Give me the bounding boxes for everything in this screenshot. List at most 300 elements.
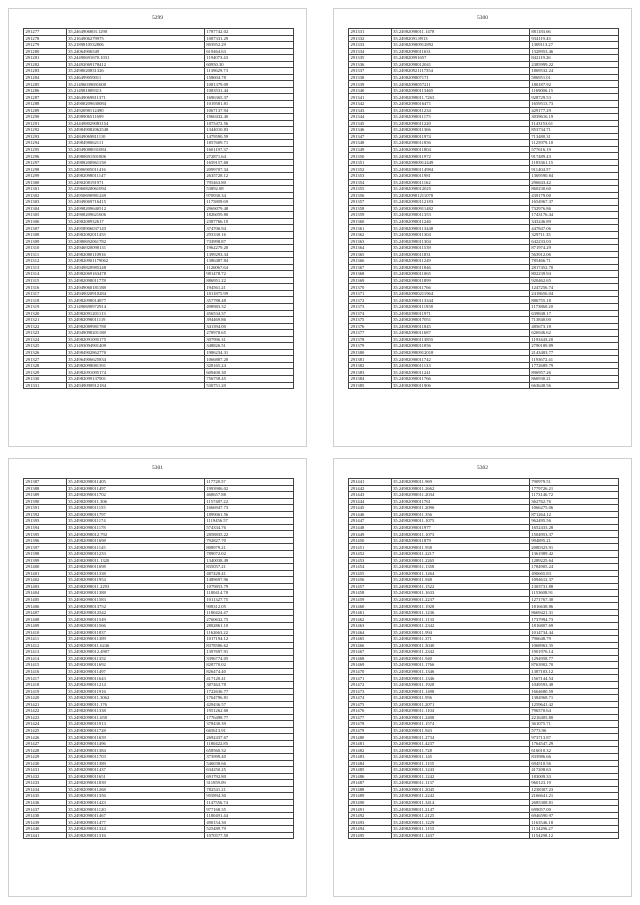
amount-cell: 8669421.31 xyxy=(529,609,618,616)
row-id-cell: 291397 xyxy=(24,544,67,551)
amount-cell: 158604.78 xyxy=(204,74,293,81)
code-cell: 35.24982098016471 xyxy=(391,101,529,108)
amount-cell: 1489697.96 xyxy=(204,577,293,584)
code-cell: 35.24982098011.3040 xyxy=(391,642,529,649)
row-id-cell: 291413 xyxy=(24,649,67,656)
amount-cell: 1173146.72 xyxy=(529,492,618,499)
row-id-cell: 291309 xyxy=(24,238,67,245)
amount-cell: 1328953.46 xyxy=(529,48,618,55)
code-cell: 35.24982098014877 xyxy=(66,297,204,304)
code-cell: 35.24982098011120 xyxy=(66,806,204,813)
amount-cell: 563912.06 xyxy=(529,251,618,258)
code-cell: 35.24982098011845 xyxy=(391,323,529,330)
amount-cell: 756758.45 xyxy=(204,375,293,382)
row-id-cell: 291466 xyxy=(349,642,392,649)
code-cell: 35.22960820061094 xyxy=(66,186,204,193)
row-id-cell: 291278 xyxy=(24,35,67,42)
row-id-cell: 291478 xyxy=(349,721,392,728)
row-id-cell: 291328 xyxy=(24,362,67,369)
amount-cell: 1479590.59 xyxy=(204,133,293,140)
code-cell: 35.24982098011.956 xyxy=(391,695,529,702)
amount-cell: 1289225.64 xyxy=(529,557,618,564)
code-cell: 35.249820980113855 xyxy=(391,336,529,343)
row-id-cell: 291352 xyxy=(349,166,392,173)
code-cell: 35.24982098011698 xyxy=(66,564,204,571)
code-cell: 35.24982098012025 xyxy=(391,186,529,193)
row-id-cell: 291403 xyxy=(24,583,67,590)
amount-cell: 373999.40 xyxy=(204,753,293,760)
amount-cell: 1175809.69 xyxy=(204,199,293,206)
code-cell: 35.24982098011.1766 xyxy=(391,662,529,669)
row-id-cell: 291404 xyxy=(24,590,67,597)
amount-cell: 1247256.74 xyxy=(529,284,618,291)
amount-cell: 1369590.84 xyxy=(529,173,618,180)
code-cell: 35.24984902862770 xyxy=(66,349,204,356)
amount-cell: 2760632.75 xyxy=(204,616,293,623)
code-cell: 35.21490690972914 xyxy=(66,303,204,310)
amount-cell: 782541.21 xyxy=(204,786,293,793)
row-id-cell: 291350 xyxy=(349,153,392,160)
code-cell: 35.249820980211964 xyxy=(391,290,529,297)
amount-cell: 2817452.70 xyxy=(529,264,618,271)
row-id-cell: 291450 xyxy=(349,537,392,544)
row-id-cell: 291471 xyxy=(349,675,392,682)
row-id-cell: 291465 xyxy=(349,636,392,643)
amount-cell: 311859.09 xyxy=(204,780,293,787)
code-cell: 35.24982098011.2125 xyxy=(391,812,529,819)
amount-cell: 417120.41 xyxy=(204,675,293,682)
code-cell: 35.24982098011.994 xyxy=(391,629,529,636)
code-cell: 35.2498208932617 xyxy=(66,218,204,225)
code-cell: 35.24998209640512 xyxy=(66,205,204,212)
code-cell: 35.24982098011.2408 xyxy=(391,714,529,721)
table-row xyxy=(24,382,294,389)
row-id-cell: 291411 xyxy=(24,636,67,643)
code-cell: 35.249820980113465 xyxy=(391,87,529,94)
amount-cell: 803952.29 xyxy=(204,42,293,49)
amount-cell: 1344010.83 xyxy=(204,127,293,134)
amount-cell: 994895.21 xyxy=(529,537,618,544)
code-cell: 35.24982098011.2265 xyxy=(391,557,529,564)
code-cell: 35.24982098011.176 xyxy=(66,701,204,708)
row-id-cell: 291361 xyxy=(349,225,392,232)
row-id-cell: 291443 xyxy=(349,492,392,499)
code-cell: 35.2498906511699 xyxy=(66,114,204,121)
row-id-cell: 291446 xyxy=(349,511,392,518)
row-id-cell: 291333 xyxy=(349,42,392,49)
row-id-cell: 291435 xyxy=(24,793,67,800)
amount-cell: 1397697.91 xyxy=(204,649,293,656)
amount-cell: 866930.21 xyxy=(529,375,618,382)
code-cell: 35.24982099137901 xyxy=(66,375,204,382)
amount-cell: 1125979.10 xyxy=(529,140,618,147)
row-id-cell: 291288 xyxy=(24,101,67,108)
amount-cell: 374706.94 xyxy=(204,225,293,232)
amount-cell: 828770.02 xyxy=(204,662,293,669)
code-cell: 35.24982082011455 xyxy=(66,231,204,238)
amount-cell: 1857609.71 xyxy=(204,140,293,147)
amount-cell: 272871.64 xyxy=(204,153,293,160)
amount-cell: 1139629.73 xyxy=(204,68,293,75)
code-cell: 35.24982098011692 xyxy=(66,662,204,669)
row-id-cell: 291449 xyxy=(349,531,392,538)
row-id-cell: 291456 xyxy=(349,577,392,584)
code-cell: 35.24982098011119 xyxy=(66,317,204,324)
amount-cell: 642233.03 xyxy=(529,238,618,245)
row-id-cell: 291286 xyxy=(24,87,67,94)
row-id-cell: 291419 xyxy=(24,688,67,695)
amount-cell: 609400.30 xyxy=(204,369,293,376)
row-id-cell: 291367 xyxy=(349,264,392,271)
code-cell: 35.24982098011.1437 xyxy=(391,832,529,839)
row-id-cell: 291282 xyxy=(24,61,67,68)
amount-cell: 1173860.20 xyxy=(529,303,618,310)
amount-cell: 2858835.22 xyxy=(204,531,293,538)
amount-cell: 1504953.37 xyxy=(529,531,618,538)
row-id-cell: 291437 xyxy=(24,806,67,813)
code-cell: 35.24982098011.1633 xyxy=(391,590,529,597)
row-id-cell: 291378 xyxy=(349,336,392,343)
row-id-cell: 291324 xyxy=(24,336,67,343)
code-cell: 35.24982098011.2096 xyxy=(391,505,529,512)
code-cell: 35.24908209621606 xyxy=(66,212,204,219)
amount-cell: 341394.00 xyxy=(204,323,293,330)
amount-cell: 293330.16 xyxy=(204,231,293,238)
row-id-cell: 291358 xyxy=(349,205,392,212)
row-id-cell: 291453 xyxy=(349,557,392,564)
code-cell: 35.24982098011.1928 xyxy=(391,681,529,688)
amount-cell: 835057.21 xyxy=(204,564,293,571)
row-id-cell: 291409 xyxy=(24,623,67,630)
document-page-3 xyxy=(8,458,307,897)
row-id-cell: 291464 xyxy=(349,629,392,636)
row-id-cell: 291366 xyxy=(349,258,392,265)
code-cell: 35.24982098011.6246 xyxy=(66,642,204,649)
amount-cell: 2385999.22 xyxy=(529,61,618,68)
code-cell: 35.24982098011.356 xyxy=(391,511,529,518)
code-cell: 35.24949060181188 xyxy=(66,284,204,291)
row-id-cell: 291490 xyxy=(349,799,392,806)
code-cell: 35.249820980912892 xyxy=(391,42,529,49)
amount-cell: 1869532.24 xyxy=(529,68,618,75)
code-cell: 35.24982098013752 xyxy=(66,603,204,610)
row-id-cell: 291417 xyxy=(24,675,67,682)
row-id-cell: 291326 xyxy=(24,349,67,356)
amount-cell: 691792.80 xyxy=(204,773,293,780)
amount-cell: 1826059.80 xyxy=(204,212,293,219)
amount-cell: 639848.17 xyxy=(529,310,618,317)
row-id-cell: 291300 xyxy=(24,179,67,186)
code-cell: 35.249820991657 xyxy=(391,55,529,62)
row-id-cell: 291441 xyxy=(349,479,392,486)
row-id-cell: 291400 xyxy=(24,564,67,571)
amount-cell: 665613.91 xyxy=(204,727,293,734)
code-cell: 35.24982098011497 xyxy=(66,668,204,675)
row-id-cell: 291335 xyxy=(349,55,392,62)
row-id-cell: 291405 xyxy=(24,596,67,603)
row-id-cell: 291347 xyxy=(349,133,392,140)
data-table xyxy=(23,28,294,389)
amount-cell: 2080323.91 xyxy=(529,544,618,551)
code-cell: 35.24949069716415 xyxy=(66,199,204,206)
code-cell: 35.21493094901409 xyxy=(66,343,204,350)
amount-cell: 1014734.44 xyxy=(529,629,618,636)
row-id-cell: 291474 xyxy=(349,695,392,702)
code-cell: 35.24982098011.4237 xyxy=(391,740,529,747)
code-cell: 35.24982098011651 xyxy=(66,773,204,780)
code-cell: 35.24982098011906 xyxy=(391,382,529,389)
row-id-cell: 291365 xyxy=(349,251,392,258)
row-id-cell: 291279 xyxy=(24,42,67,49)
row-id-cell: 291342 xyxy=(349,101,392,108)
code-cell: 35.24982098011.1346 xyxy=(391,675,529,682)
row-id-cell: 291410 xyxy=(24,629,67,636)
code-cell: 35.24982098012.792 xyxy=(66,531,204,538)
row-id-cell: 291325 xyxy=(24,343,67,350)
row-id-cell: 291283 xyxy=(24,68,67,75)
code-cell: 35.24908200961158 xyxy=(66,159,204,166)
amount-cell: 934119.43 xyxy=(529,35,618,42)
code-cell: 35.2464906803.1290 xyxy=(66,29,204,36)
code-cell: 35.24982098011.1346 xyxy=(391,668,529,675)
row-id-cell: 291493 xyxy=(349,819,392,826)
amount-cell: 1386487.84 xyxy=(204,258,293,265)
code-cell: 35.24982098011539 xyxy=(391,245,529,252)
row-id-cell: 291398 xyxy=(24,551,67,558)
amount-cell: 328165.24 xyxy=(204,362,293,369)
amount-cell: 2387766.19 xyxy=(204,218,293,225)
amount-cell: 699057.00 xyxy=(529,806,618,813)
row-id-cell: 291287 xyxy=(24,94,67,101)
amount-cell: 1696365.37 xyxy=(204,94,293,101)
code-cell: 35.24982098011233 xyxy=(66,551,204,558)
code-cell: 35.24982098011.1229 xyxy=(391,819,529,826)
amount-cell: 525489.79 xyxy=(204,825,293,832)
amount-cell: 634250.25 xyxy=(204,767,293,774)
amount-cell: 1875472.56 xyxy=(204,120,293,127)
amount-cell: 1066887.20 xyxy=(204,356,293,363)
amount-cell: 1119456.57 xyxy=(204,518,293,525)
amount-cell: 361075.71 xyxy=(529,721,618,728)
row-id-cell: 291428 xyxy=(24,747,67,754)
amount-cell: 1183361.15 xyxy=(529,159,618,166)
row-id-cell: 291460 xyxy=(349,603,392,610)
code-cell: 35.24982098011778 xyxy=(66,277,204,284)
code-cell: 35.24982098011316 xyxy=(66,832,204,839)
row-id-cell: 291348 xyxy=(349,140,392,147)
amount-cell: 574334.76 xyxy=(204,524,293,531)
amount-cell: 2166641.21 xyxy=(529,793,618,800)
amount-cell: 977168.35 xyxy=(204,806,293,813)
code-cell: 35.24982098011761 xyxy=(391,498,529,505)
amount-cell: 577616.19 xyxy=(529,146,618,153)
row-id-cell: 291359 xyxy=(349,212,392,219)
amount-cell: 1087331.29 xyxy=(204,35,293,42)
amount-cell: 796570.64 xyxy=(529,708,618,715)
code-cell: 35.24949020910284 xyxy=(66,290,204,297)
amount-cell: 498983.32 xyxy=(204,303,293,310)
code-cell: 35.24982098011.2237 xyxy=(391,596,529,603)
row-id-cell: 291369 xyxy=(349,277,392,284)
amount-cell: 530751.20 xyxy=(204,382,293,389)
code-cell: 35.24982098011356 xyxy=(66,793,204,800)
code-cell: 35.24982089981780 xyxy=(66,323,204,330)
amount-cell: 490665.83 xyxy=(529,570,618,577)
row-id-cell: 291322 xyxy=(24,323,67,330)
row-id-cell: 291303 xyxy=(24,199,67,206)
row-id-cell: 291277 xyxy=(24,29,67,36)
code-cell: 35.24982098011797 xyxy=(66,511,204,518)
amount-cell: 911404.57 xyxy=(529,166,618,173)
row-id-cell: 291470 xyxy=(349,668,392,675)
amount-cell: 307996.31 xyxy=(204,336,293,343)
amount-cell: 183009.33 xyxy=(529,773,618,780)
amount-cell: 343246.89 xyxy=(529,218,618,225)
code-cell: 35.24982098011133 xyxy=(391,362,529,369)
row-id-cell: 291469 xyxy=(349,662,392,669)
row-id-cell: 291408 xyxy=(24,616,67,623)
amount-cell: 1722636.77 xyxy=(204,688,293,695)
amount-cell: 1901976.14 xyxy=(529,649,618,656)
row-id-cell: 291331 xyxy=(349,29,392,36)
amount-cell: 1011327.75 xyxy=(204,596,293,603)
row-id-cell: 291424 xyxy=(24,721,67,728)
code-cell: 35.24982098057211 xyxy=(391,81,529,88)
row-id-cell: 291477 xyxy=(349,714,392,721)
document-page-4 xyxy=(333,458,632,897)
amount-cell: 2099707.34 xyxy=(204,166,293,173)
amount-cell: 3396774.05 xyxy=(204,655,293,662)
code-cell: 35.24982098011.2662 xyxy=(391,485,529,492)
row-id-cell: 291384 xyxy=(349,375,392,382)
row-id-cell: 291340 xyxy=(349,87,392,94)
amount-cell: 886951.22 xyxy=(204,277,293,284)
code-cell: 35.24982098011174 xyxy=(66,518,204,525)
code-cell: 35.24982098011837 xyxy=(66,629,204,636)
amount-cell: 842119.26 xyxy=(529,55,618,62)
amount-cell: 1163546.18 xyxy=(529,819,618,826)
code-cell: 35.24949098201188 xyxy=(66,330,204,337)
amount-cell: 789072.02 xyxy=(204,551,293,558)
row-id-cell: 291455 xyxy=(349,570,392,577)
row-id-cell: 291304 xyxy=(24,205,67,212)
row-id-cell: 291393 xyxy=(24,518,67,525)
row-id-cell: 291432 xyxy=(24,773,67,780)
amount-cell: 1666947.73 xyxy=(204,505,293,512)
amount-cell: 796648.79 xyxy=(529,636,618,643)
row-id-cell: 291321 xyxy=(24,317,67,324)
code-cell: 35.24982098011304 xyxy=(391,238,529,245)
amount-cell: 1081379.09 xyxy=(204,81,293,88)
code-cell: 35.24982091.8913 xyxy=(391,35,529,42)
row-id-cell: 291331 xyxy=(24,382,67,389)
row-id-cell: 291480 xyxy=(349,734,392,741)
amount-cell: 1960432.40 xyxy=(204,114,293,121)
row-id-cell: 291314 xyxy=(24,271,67,278)
code-cell: 35.2164906279975 xyxy=(66,35,204,42)
row-id-cell: 291363 xyxy=(349,238,392,245)
amount-cell: 981478.72 xyxy=(204,271,293,278)
code-cell: 35.24982098011.2217 xyxy=(391,551,529,558)
code-cell: 35.24908209630084 xyxy=(66,101,204,108)
code-cell: 35.24982098011.1498 xyxy=(391,688,529,695)
code-cell: 35.24982098011.2734 xyxy=(391,734,529,741)
code-cell: 35.24982098011846 xyxy=(391,264,529,271)
row-id-cell: 291416 xyxy=(24,668,67,675)
row-id-cell: 291308 xyxy=(24,231,67,238)
amount-cell: 3039616.19 xyxy=(529,114,618,121)
amount-cell: 278978.65 xyxy=(204,330,293,337)
code-cell: 35.24982098011856 xyxy=(391,343,529,350)
code-cell: 35.24982091095175 xyxy=(66,336,204,343)
amount-cell: 1652433.28 xyxy=(529,524,618,531)
amount-cell: 1772689.79 xyxy=(529,362,618,369)
code-cell: 35.24946920098131 xyxy=(66,245,204,252)
row-id-cell: 291368 xyxy=(349,271,392,278)
code-cell: 35.2492098112490 xyxy=(66,107,204,114)
code-cell: 35.24982098011.948 xyxy=(391,577,529,584)
amount-cell: 1126067.64 xyxy=(204,264,293,271)
code-cell: 35.24982098011496 xyxy=(66,740,204,747)
code-cell: 35.24982098011728 xyxy=(66,727,204,734)
row-id-cell: 291383 xyxy=(349,369,392,376)
row-id-cell: 291440 xyxy=(24,825,67,832)
amount-cell: 1787742.02 xyxy=(204,29,293,36)
row-id-cell: 291481 xyxy=(349,740,392,747)
amount-cell: 2692437.67 xyxy=(204,734,293,741)
amount-cell: 1659513.73 xyxy=(529,101,618,108)
row-id-cell: 291285 xyxy=(24,81,67,88)
code-cell: 35.24950690981249 xyxy=(66,192,204,199)
code-cell: 35.249820980113344 xyxy=(391,297,529,304)
code-cell: 35.2498209807171 xyxy=(391,74,529,81)
code-cell: 35.24982098011.1264 xyxy=(391,570,529,577)
row-id-cell: 291338 xyxy=(349,74,392,81)
row-id-cell: 291356 xyxy=(349,192,392,199)
amount-cell: 429177.29 xyxy=(529,107,618,114)
code-cell: 35.24982098011.1574 xyxy=(391,721,529,728)
code-cell: 35.24982098011268 xyxy=(66,786,204,793)
row-id-cell: 291296 xyxy=(24,153,67,160)
code-cell: 35.24982098011145 xyxy=(66,544,204,551)
row-id-cell: 291407 xyxy=(24,609,67,616)
table-row xyxy=(349,832,619,839)
row-id-cell: 291310 xyxy=(24,245,67,252)
code-cell: 35.24849069811110 xyxy=(66,133,204,140)
code-cell: 35.24949820985248 xyxy=(66,264,204,271)
code-cell: 35.24982098011497 xyxy=(66,485,204,492)
code-cell: 35.24649069811371 xyxy=(66,94,204,101)
amount-cell: 2143403.77 xyxy=(529,349,618,356)
amount-cell: 60950.30 xyxy=(204,61,293,68)
code-cell: 35.24982098011.2147 xyxy=(391,806,529,813)
row-id-cell: 291492 xyxy=(349,812,392,819)
amount-cell: 808979.21 xyxy=(204,544,293,551)
code-cell: 35.2498020831326 xyxy=(66,68,204,75)
row-id-cell: 291370 xyxy=(349,284,392,291)
code-cell: 35.24982098011.1133 xyxy=(391,616,529,623)
amount-cell: 1153608.91 xyxy=(529,590,618,597)
row-id-cell: 291402 xyxy=(24,577,67,584)
code-cell: 35.24064906549 xyxy=(66,48,204,55)
amount-cell: 881183.66 xyxy=(529,29,618,36)
code-cell: 35.24982098011178 xyxy=(66,524,204,531)
code-cell: 35.24982098011.728 xyxy=(391,747,529,754)
code-cell: 35.24982098011.1073 xyxy=(391,531,529,538)
row-id-cell: 291354 xyxy=(349,179,392,186)
code-cell: 35.24982098011974 xyxy=(391,133,529,140)
row-id-cell: 291292 xyxy=(24,127,67,134)
